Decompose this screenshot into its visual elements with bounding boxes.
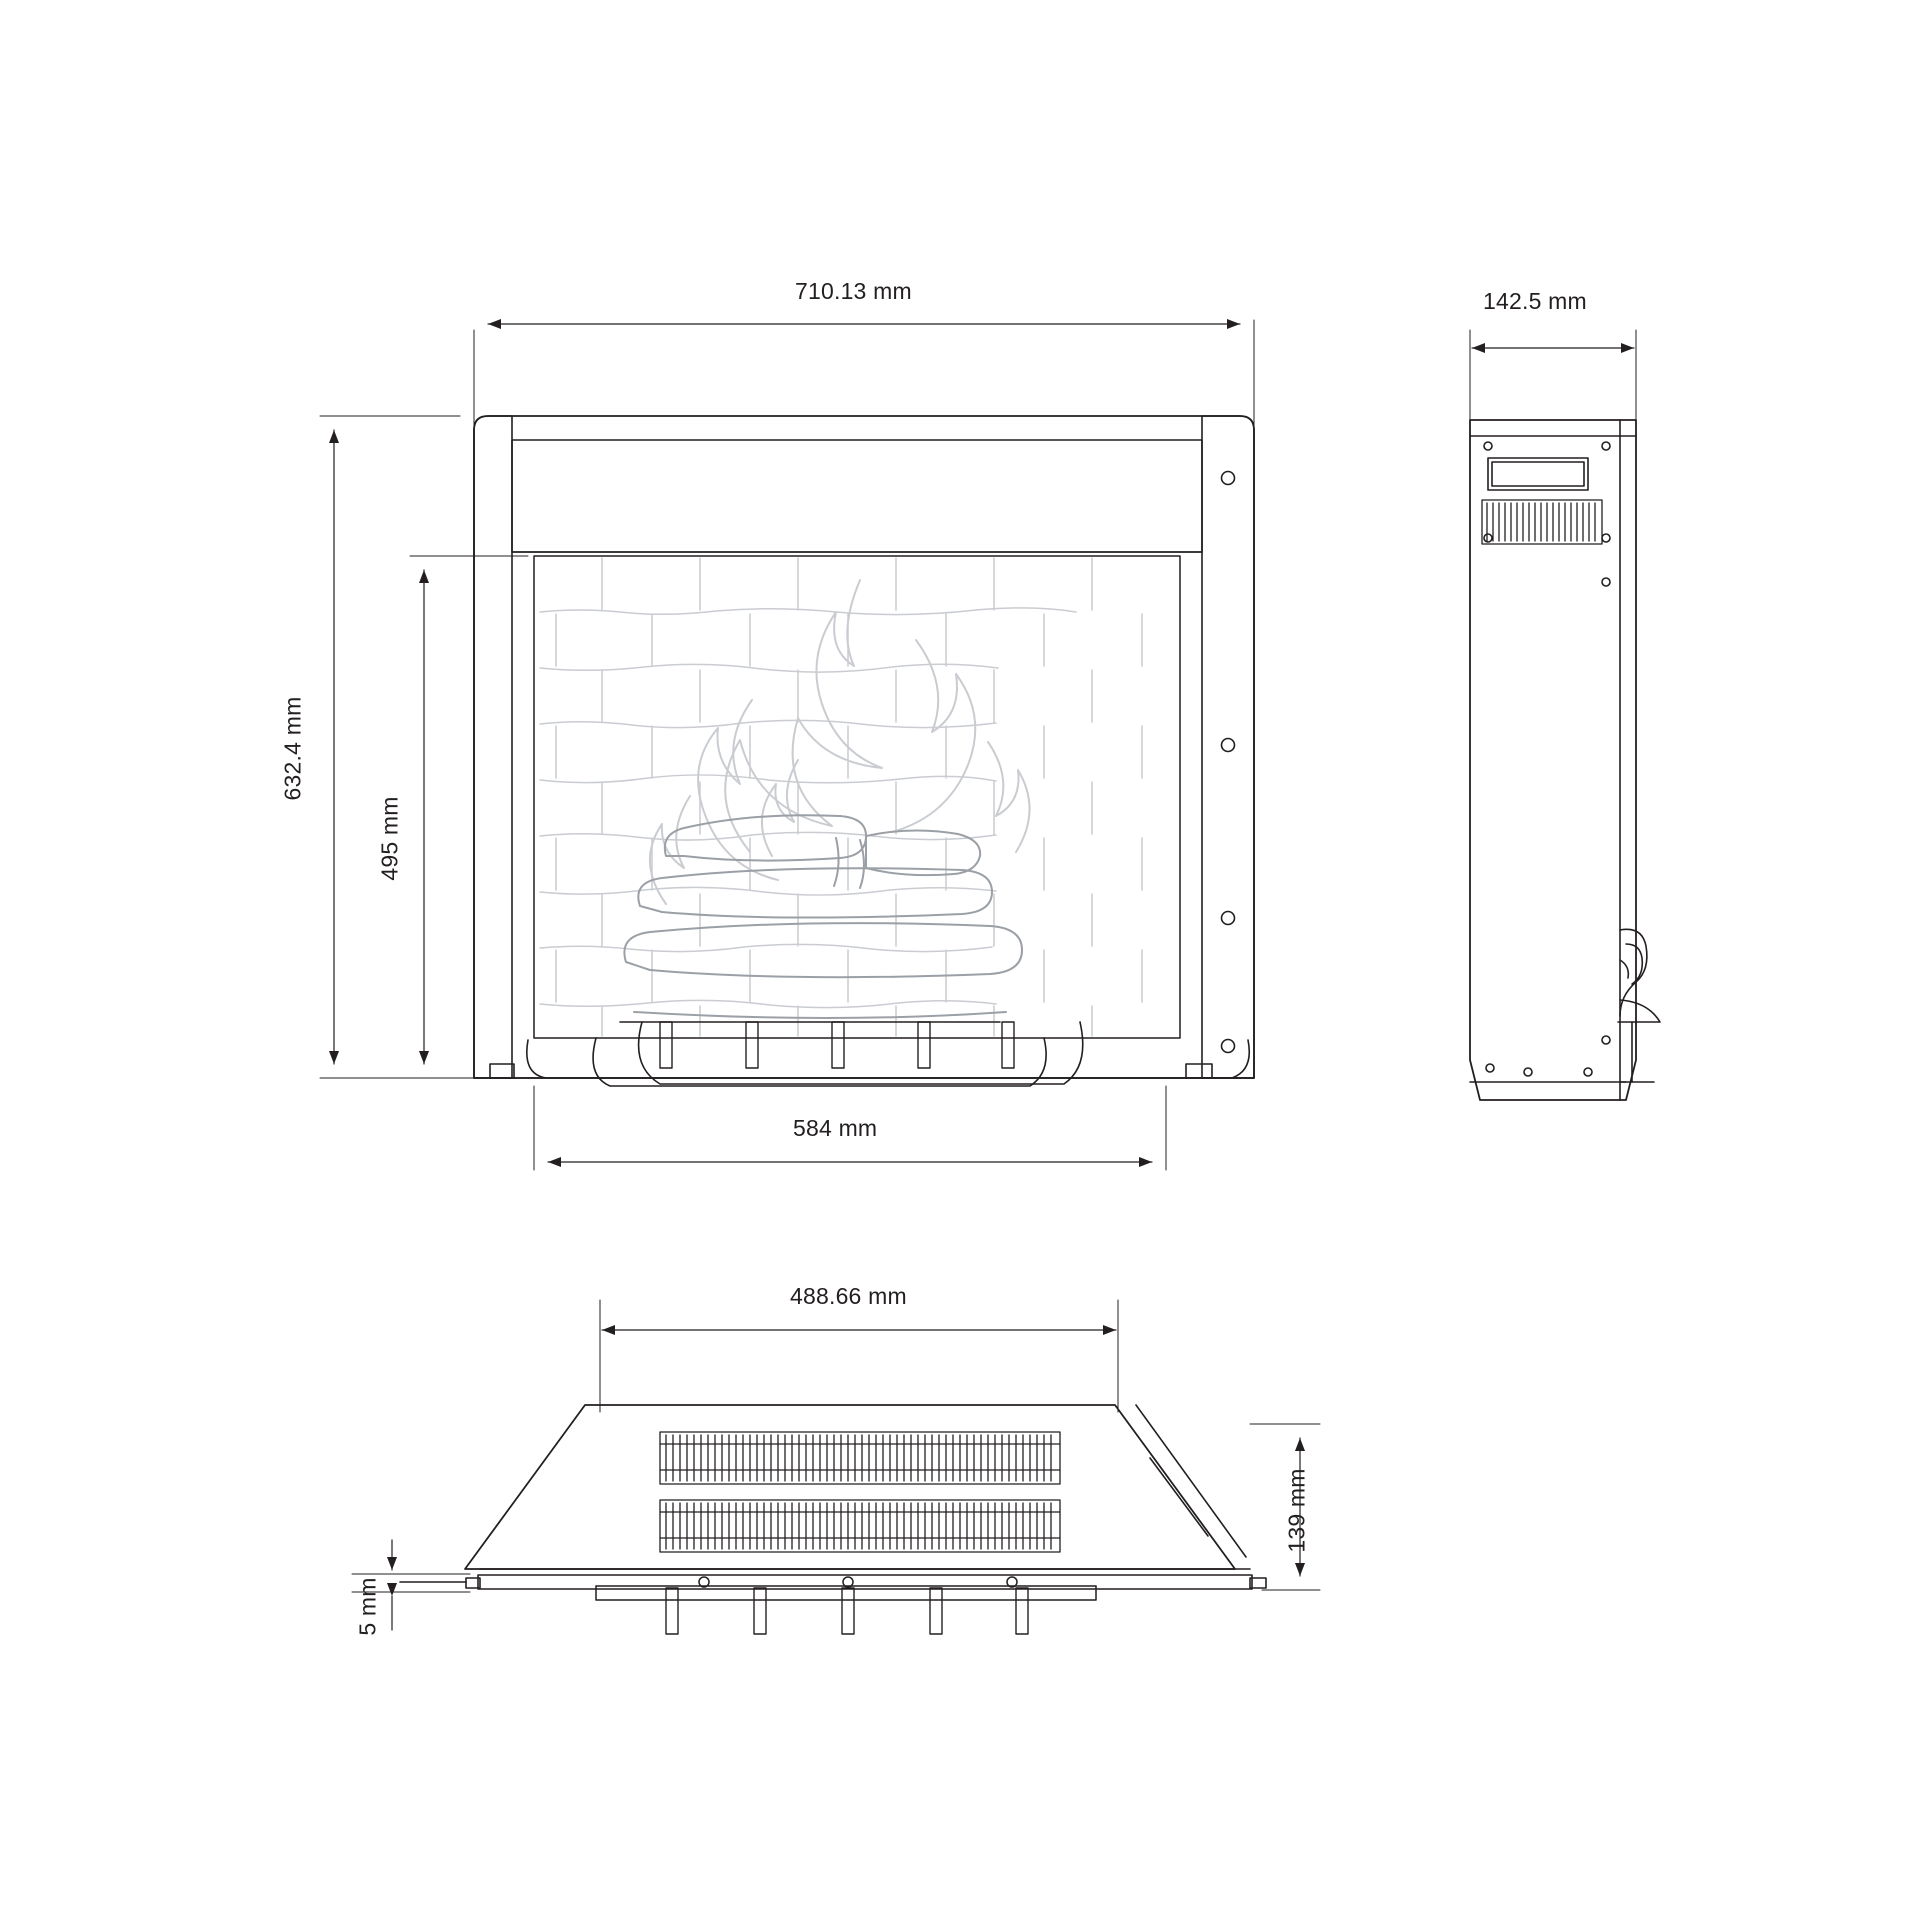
dim-plan-width: [600, 1300, 1118, 1412]
dim-side-depth-label: 142.5 mm: [1483, 288, 1587, 314]
dim-firebox-width-label: 584 mm: [793, 1115, 878, 1141]
dim-plan-lip-label: 5 mm: [354, 1577, 381, 1636]
side-elevation-view: [1470, 420, 1660, 1100]
top-plan-view: [400, 1405, 1266, 1634]
dim-firebox-height: [410, 556, 528, 1078]
dim-side-depth: [1470, 330, 1636, 430]
front-elevation-view: [474, 416, 1254, 1086]
dim-plan-width-label: 488.66 mm: [790, 1283, 907, 1309]
dim-front-width-label: 710.13 mm: [795, 278, 912, 304]
dim-front-height-label: 632.4 mm: [279, 696, 306, 801]
dim-front-height: [320, 416, 460, 1078]
dim-plan-depth-label: 139 mm: [1283, 1468, 1310, 1553]
dim-firebox-height-label: 495 mm: [376, 796, 403, 881]
